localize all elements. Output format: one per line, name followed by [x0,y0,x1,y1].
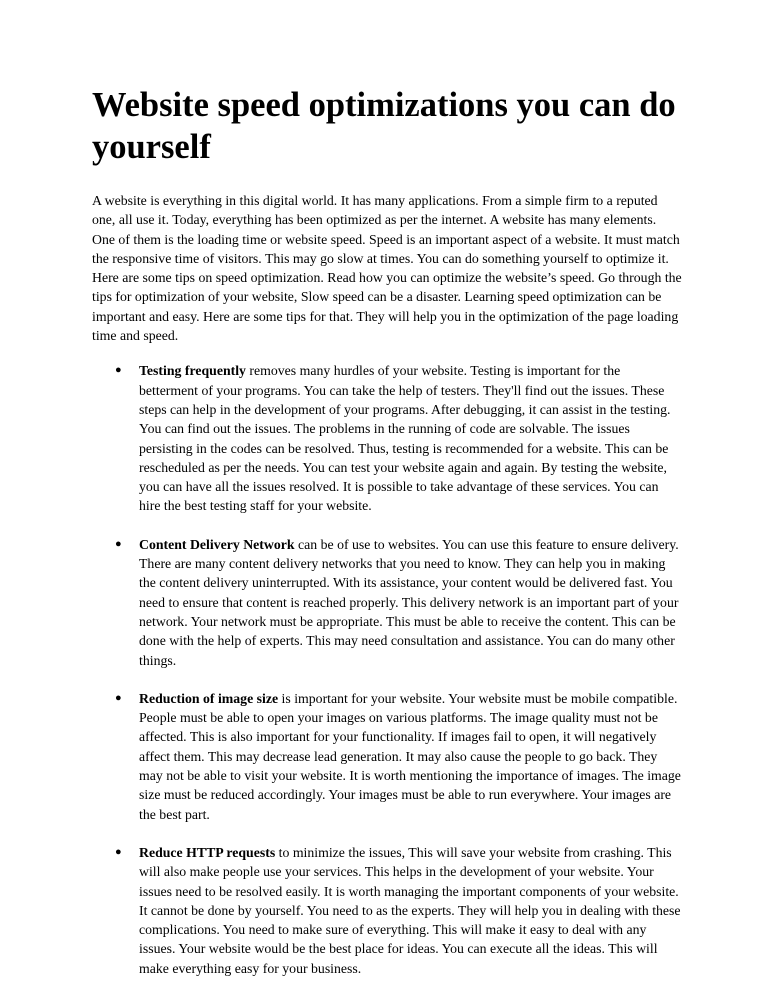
tip-text: removes many hurdles of your website. Testing is important for the betterment of your programs. You can take the help of testers. They'll find out the issues. These steps can help in the development of your programs. After debugging, it can assist in the testing. You can find out the issues. The problems in the running of code are solvable. The issues persisting in the codes can be resolved. Thus, testing is recommended for a website. This can be rescheduled as per the needs. You can test your website again and again. By testing the website, you can have all the issues resolved. It is possible to take advantage of these services. You can hire the best testing staff for your website. [139,363,671,514]
tip-term: Reduce HTTP requests [139,844,276,860]
list-item [92,535,682,670]
tip-text: to minimize the issues, This will save your website from crashing. This will also make people use your services. This helps in the development of your website. Your issues need to be resolved easily. It is worth managing the important components of your website. It cannot be done by yourself. You need to as the experts. They will help you in dealing with these complications. You need to make sure of everything. This will make it easy to deal with any issues. Your website would be the best place for ideas. You can execute all the ideas. This will make everything easy for your business. [139,844,681,976]
tip-text: is important for your website. Your website must be mobile compatible. People must be able to open your images on various platforms. The image quality must not be affected. This is also important for your functionality. If images fail to open, it will negatively affect them. This may decrease lead generation. It may also cause the people to go back. They may not be able to visit your website. It is worth mentioning the importance of images. The image size must be reduced accordingly. Your images must be able to run everywhere. Your images are the best part. [139,690,681,822]
tip-text: can be of use to websites. You can use this feature to ensure delivery. There are many content delivery networks that you need to know. They can help you in making the content delivery uninterrupted. With its assistance, your content would be delivered fast. You need to ensure that content is reached properly. This delivery network is an important part of your network. Your network must be appropriate. This must be able to receive the content. This can be done with the help of experts. This may need consultation and assistance. You can do many other things. [139,536,679,668]
tip-term: Reduction of image size [139,690,279,706]
bullet-icon: ● [115,364,122,377]
document-title: Website speed optimizations you can do yourself [92,86,676,166]
tip-term: Testing frequently [139,363,246,379]
list-item [92,843,682,978]
bullet-icon: ● [115,691,122,704]
tips-list [92,361,682,978]
tip-term: Content Delivery Network [139,536,295,552]
bullet-icon: ● [115,537,122,550]
document-page [92,84,682,997]
bullet-icon: ● [115,845,122,858]
intro-paragraph: A website is everything in this digital world. It has many applications. From a simple firm to a reputed one, all use it. Today, everything has been optimized as per the internet. A website has many elements. One of them is the loading time or website speed. Speed is an important aspect of a website. It must match the responsive time of visitors. This may go slow at times. You can do something yourself to optimize it. Here are some tips on speed optimization. Read how you can optimize the website’s speed. Go through the tips for optimization of your website, Slow speed can be a disaster. Learning speed optimization can be important and easy. Here are some tips for that. They will help you in the optimization of the page loading time and speed. [92,193,682,344]
list-item [92,689,682,824]
list-item [92,361,682,515]
